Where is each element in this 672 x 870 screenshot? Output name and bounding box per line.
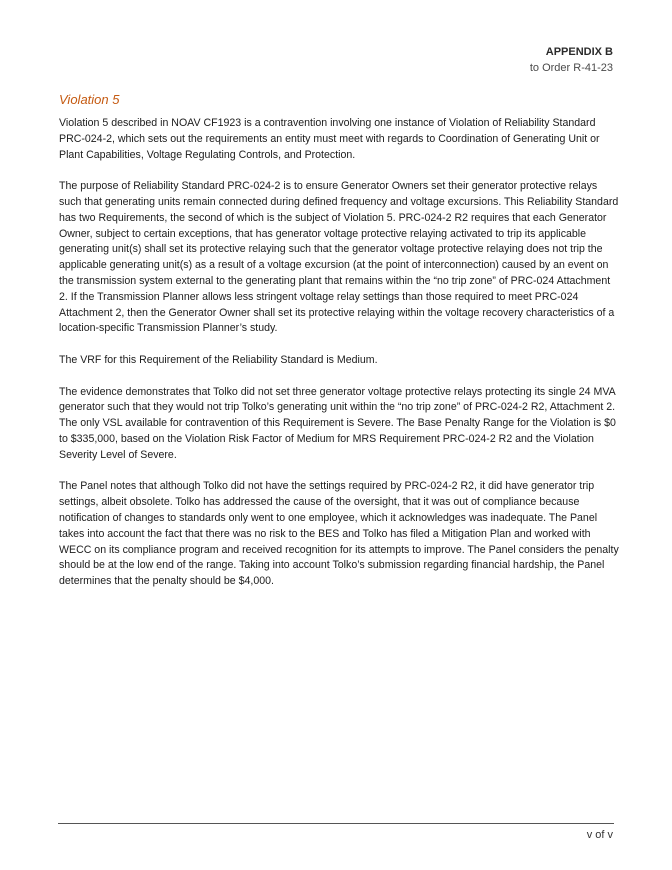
- paragraph-vrf: The VRF for this Requirement of the Reliability Standard is Medium.: [59, 353, 378, 366]
- page-number: v of v: [586, 829, 613, 841]
- paragraph-standard-purpose: The purpose of Reliability Standard PRC-024-2 is to ensure Generator Owners set their generator protective relays such that generating units remain connected during defined frequency and voltage excursions. This Reliability Standard has two Requirements, the second of which is the subject of Violation 5. PRC-024-2 R2 requires that each Generator Owner, subject to certain exceptions, that has generator voltage protective relaying activated to trip its applicable generating unit(s) shall set its protective relaying such that the generator voltage protective relaying does not trip the applicable generating unit(s) as a result of a voltage excursion (at the point of interconnection) caused by an event on the transmission system external to the generating plant that remains within the “no trip zone” of PRC-024 Attachment 2. If the Transmission Planner allows less stringent voltage relay settings than those required to meet PRC-024 Attachment 2, then the Generator Owner shall set its protective relaying within the voltage recovery characteristics of a location-specific Transmission Planner’s study.: [59, 180, 619, 335]
- paragraph-violation-description: Violation 5 described in NOAV CF1923 is a contravention involving one instance of Violation of Reliability Standard PRC-024-2, which sets out the requirements an entity must meet with regards to Coordination of Generating Unit or Plant Capabilities, Voltage Regulating Controls, and Protection.: [59, 117, 600, 161]
- section-title: Violation 5: [59, 92, 120, 107]
- paragraph-evidence: The evidence demonstrates that Tolko did not set three generator voltage protective relays protecting its single 24 MVA generator such that they would not trip Tolko’s generating unit within the “no trip zone” of PRC-024-2 R2, Attachment 2. The only VSL available for contravention of this Requirement is Severe. The Base Penalty Range for the Violation is $0 to $335,000, based on the Violation Risk Factor of Medium for MRS Requirement PRC-024-2 R2 and the Violation Severity Level of Severe.: [59, 385, 616, 461]
- page-header: [530, 44, 613, 76]
- paragraph-panel-determination: The Panel notes that although Tolko did not have the settings required by PRC-024-2 R2, it did have generator trip settings, albeit obsolete. Tolko has addressed the cause of the oversight, that it was out of compliance because notification of changes to standards only went to one employee, which it acknowledges was inadequate. The Panel takes into account the fact that there was no risk to the BES and Tolko has filed a Mitigation Plan and worked with WECC on its compliance program and received recognition for its attempts to improve. The Panel considers the penalty should be at the low end of the range. Taking into account Tolko’s submission regarding financial hardship, the Panel determines that the penalty should be $4,000.: [59, 480, 619, 588]
- document-body: [59, 116, 619, 606]
- appendix-label: APPENDIX B: [545, 46, 613, 58]
- order-reference: to Order R-41-23: [529, 62, 613, 74]
- footer-divider: [58, 823, 614, 824]
